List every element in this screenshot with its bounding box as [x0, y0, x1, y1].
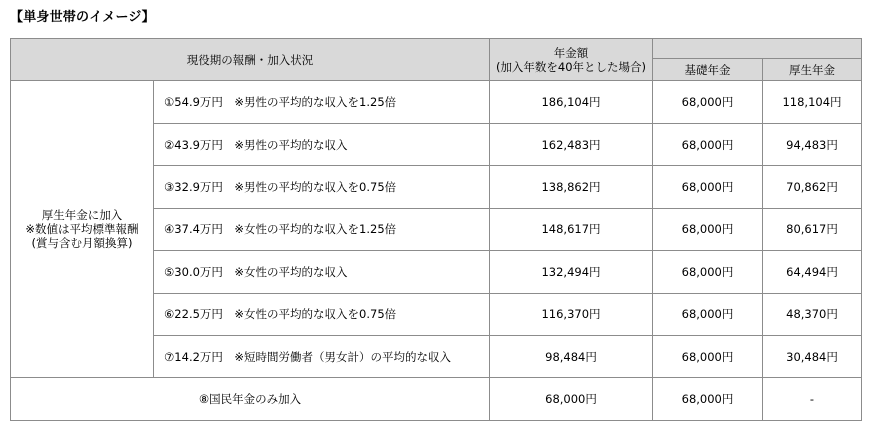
- income-description: ④37.4万円 ※女性の平均的な収入を1.25倍: [154, 208, 490, 250]
- national-pension-only-label: ⑧国民年金のみ加入: [11, 378, 490, 421]
- table-row: [11, 81, 862, 123]
- employee-pension-cell: 94,483円: [763, 123, 862, 165]
- basic-pension-header: 基礎年金: [653, 59, 763, 81]
- pension-amount-sublabel: (加入年数を40年とした場合): [495, 59, 647, 74]
- total-pension-cell: 68,000円: [490, 378, 653, 421]
- pension-amount-label: 年金額: [553, 45, 589, 60]
- employee-pension-cell: 30,484円: [763, 336, 862, 378]
- employee-pension-cell: 118,104円: [763, 81, 862, 123]
- total-pension-cell: 162,483円: [490, 123, 653, 165]
- employee-pension-header: 厚生年金: [763, 59, 862, 81]
- basic-pension-cell: 68,000円: [653, 251, 763, 293]
- group-label-line: (賞与含む月額換算): [31, 236, 133, 251]
- income-description: ①54.9万円 ※男性の平均的な収入を1.25倍: [154, 81, 490, 123]
- total-pension-cell: 148,617円: [490, 208, 653, 250]
- employee-pension-group-label: [11, 81, 154, 378]
- total-pension-cell: 116,370円: [490, 293, 653, 335]
- basic-pension-cell: 68,000円: [653, 208, 763, 250]
- table-row: [11, 378, 862, 421]
- income-description: ③32.9万円 ※男性の平均的な収入を0.75倍: [154, 166, 490, 208]
- group-label-line: 厚生年金に加入: [41, 208, 123, 223]
- total-pension-cell: 132,494円: [490, 251, 653, 293]
- pension-table: [10, 38, 862, 421]
- employee-pension-cell: 80,617円: [763, 208, 862, 250]
- basic-pension-cell: 68,000円: [653, 123, 763, 165]
- page-title: 【単身世帯のイメージ】: [10, 10, 155, 25]
- total-pension-cell: 98,484円: [490, 336, 653, 378]
- basic-pension-cell: 68,000円: [653, 293, 763, 335]
- employee-pension-cell: 48,370円: [763, 293, 862, 335]
- total-pension-cell: 138,862円: [490, 166, 653, 208]
- employee-pension-cell: 64,494円: [763, 251, 862, 293]
- pension-amount-header: [490, 39, 653, 81]
- income-description: ⑦14.2万円 ※短時間労働者（男女計）の平均的な収入: [154, 336, 490, 378]
- basic-pension-cell: 68,000円: [653, 81, 763, 123]
- basic-pension-cell: 68,000円: [653, 166, 763, 208]
- income-description: ⑤30.0万円 ※女性の平均的な収入: [154, 251, 490, 293]
- income-status-header: 現役期の報酬・加入状況: [11, 39, 490, 81]
- header-blank-cell: [653, 39, 862, 59]
- total-pension-cell: 186,104円: [490, 81, 653, 123]
- group-label-line: ※数値は平均標準報酬: [25, 222, 139, 237]
- employee-pension-cell: -: [763, 378, 862, 421]
- basic-pension-cell: 68,000円: [653, 336, 763, 378]
- income-description: ②43.9万円 ※男性の平均的な収入: [154, 123, 490, 165]
- employee-pension-cell: 70,862円: [763, 166, 862, 208]
- basic-pension-cell: 68,000円: [653, 378, 763, 421]
- income-description: ⑥22.5万円 ※女性の平均的な収入を0.75倍: [154, 293, 490, 335]
